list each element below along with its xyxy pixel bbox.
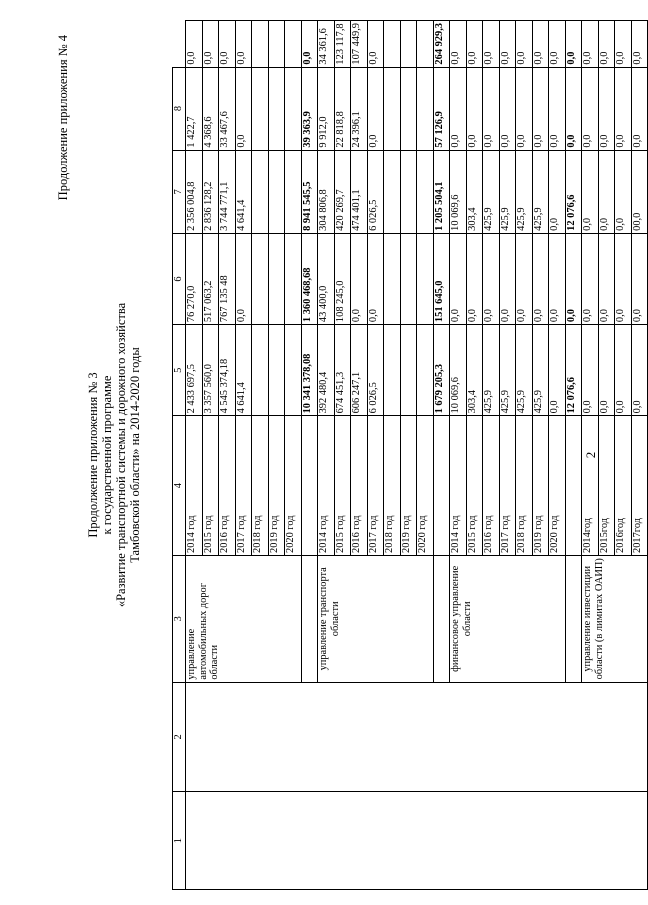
value-cell — [417, 325, 434, 416]
total-label-cell — [301, 416, 318, 556]
value-cell: 0,0 — [582, 21, 599, 68]
value-cell — [400, 233, 417, 324]
value-cell: 34 361,6 — [318, 21, 335, 68]
value-cell: 10 069,6 — [450, 150, 467, 233]
col-2-cell — [186, 682, 648, 792]
value-cell — [384, 325, 401, 416]
value-cell — [400, 21, 417, 68]
value-cell: 0,0 — [615, 233, 632, 324]
department-blank — [433, 555, 450, 682]
year-cell: 2020 год — [417, 416, 434, 556]
year-cell: 2016год — [615, 416, 632, 556]
document-header — [50, 20, 172, 890]
year-cell: 2015 год — [202, 416, 219, 556]
total-value-cell: 0,0 — [565, 233, 582, 324]
value-cell: 0,0 — [631, 21, 648, 68]
year-cell: 2016 год — [219, 416, 236, 556]
value-cell — [268, 325, 285, 416]
value-cell — [417, 233, 434, 324]
year-cell: 2020 год — [285, 416, 302, 556]
value-cell: 0,0 — [549, 150, 566, 233]
value-cell: 0,0 — [598, 233, 615, 324]
year-cell: 2016 год — [483, 416, 500, 556]
value-cell: 22 818,8 — [334, 67, 351, 150]
value-cell: 33 467,6 — [219, 67, 236, 150]
value-cell — [417, 150, 434, 233]
total-value-cell: 1 360 468,68 — [301, 233, 318, 324]
total-value-cell: 57 126,9 — [433, 67, 450, 150]
value-cell: 0,0 — [367, 67, 384, 150]
appendix-continuation: Продолжение приложения № 4 — [56, 35, 70, 201]
page-number: 2 — [583, 451, 598, 459]
value-cell: 76 270,0 — [186, 233, 203, 324]
column-number-row — [173, 21, 186, 890]
total-value-cell: 10 341 378,08 — [301, 325, 318, 416]
total-label-cell — [565, 416, 582, 556]
year-cell: 2016 год — [351, 416, 368, 556]
value-cell: 0,0 — [582, 233, 599, 324]
value-cell — [252, 233, 269, 324]
value-cell: 0,0 — [615, 325, 632, 416]
value-cell — [268, 67, 285, 150]
value-cell: 0,0 — [615, 150, 632, 233]
table-row — [186, 21, 203, 890]
value-cell: 0,0 — [202, 21, 219, 68]
value-cell: 474 401,1 — [351, 150, 368, 233]
value-cell: 0,0 — [219, 21, 236, 68]
value-cell: 4 368,6 — [202, 67, 219, 150]
value-cell: 0,0 — [483, 233, 500, 324]
value-cell: 0,0 — [532, 67, 549, 150]
value-cell — [384, 67, 401, 150]
value-cell: 6 026,5 — [367, 325, 384, 416]
value-cell — [285, 233, 302, 324]
header-line-3: «Развитие транспортной системы и дорожного хозяйства — [114, 302, 128, 608]
department-name: управление автомобильных дорог области — [186, 555, 302, 682]
total-value-cell: 12 076,6 — [565, 325, 582, 416]
value-cell: 24 396,1 — [351, 67, 368, 150]
column-number: 8 — [173, 67, 186, 150]
value-cell — [400, 67, 417, 150]
value-cell: 606 247,1 — [351, 325, 368, 416]
value-cell: 43 400,0 — [318, 233, 335, 324]
year-cell: 2018 год — [384, 416, 401, 556]
total-value-cell: 1 205 504,1 — [433, 150, 450, 233]
value-cell — [285, 21, 302, 68]
total-value-cell: 8 941 545,5 — [301, 150, 318, 233]
value-cell — [384, 21, 401, 68]
value-cell: 0,0 — [516, 21, 533, 68]
value-cell: 674 451,3 — [334, 325, 351, 416]
value-cell: 0,0 — [631, 325, 648, 416]
value-cell: 10 069,6 — [450, 325, 467, 416]
year-cell: 2015год — [598, 416, 615, 556]
value-cell — [384, 233, 401, 324]
total-value-cell: 0,0 — [565, 67, 582, 150]
column-number: 2 — [173, 682, 186, 792]
value-cell: 3 357 560,0 — [202, 325, 219, 416]
value-cell — [285, 325, 302, 416]
value-cell: 425,9 — [483, 325, 500, 416]
value-cell: 0,0 — [235, 21, 252, 68]
year-cell: 2018 год — [252, 416, 269, 556]
total-value-cell: 0,0 — [301, 21, 318, 68]
year-cell: 2018 год — [516, 416, 533, 556]
value-cell: 107 449,9 — [351, 21, 368, 68]
value-cell: 425,9 — [516, 150, 533, 233]
value-cell: 00,0 — [631, 150, 648, 233]
value-cell: 0,0 — [516, 233, 533, 324]
value-cell: 0,0 — [549, 67, 566, 150]
value-cell: 0,0 — [582, 150, 599, 233]
value-cell — [268, 21, 285, 68]
value-cell: 0,0 — [598, 325, 615, 416]
value-cell: 0,0 — [615, 21, 632, 68]
department-name: финансовое управление области — [450, 555, 566, 682]
value-cell — [384, 150, 401, 233]
value-cell: 425,9 — [516, 325, 533, 416]
department-name: управление инвестиции области (в лимитах ОАИП) — [582, 555, 648, 682]
year-cell: 2017 год — [235, 416, 252, 556]
rotated-page — [50, 20, 643, 890]
column-number: 6 — [173, 233, 186, 324]
value-cell: 0,0 — [582, 67, 599, 150]
value-cell: 425,9 — [532, 325, 549, 416]
value-cell: 0,0 — [598, 150, 615, 233]
value-cell: 4 641,4 — [235, 150, 252, 233]
value-cell: 0,0 — [516, 67, 533, 150]
value-cell — [252, 21, 269, 68]
year-cell: 2017год — [631, 416, 648, 556]
column-number: 5 — [173, 325, 186, 416]
year-cell: 2014 год — [318, 416, 335, 556]
value-cell: 0,0 — [351, 233, 368, 324]
value-cell: 392 480,4 — [318, 325, 335, 416]
year-cell: 2014 год — [450, 416, 467, 556]
value-cell: 0,0 — [499, 67, 516, 150]
value-cell: 0,0 — [532, 233, 549, 324]
value-cell: 0,0 — [186, 21, 203, 68]
value-cell: 0,0 — [598, 67, 615, 150]
total-value-cell: 0,0 — [565, 21, 582, 68]
year-cell: 2020 год — [549, 416, 566, 556]
total-value-cell: 151 645,0 — [433, 233, 450, 324]
value-cell — [400, 325, 417, 416]
value-cell: 0,0 — [631, 67, 648, 150]
year-cell: 2015 год — [334, 416, 351, 556]
value-cell: 0,0 — [549, 233, 566, 324]
value-cell: 0,0 — [615, 67, 632, 150]
year-cell: 2019 год — [400, 416, 417, 556]
value-cell — [417, 67, 434, 150]
value-cell: 2 433 697,5 — [186, 325, 203, 416]
value-cell: 0,0 — [367, 21, 384, 68]
value-cell: 0,0 — [450, 233, 467, 324]
value-cell: 425,9 — [532, 150, 549, 233]
total-label-cell — [433, 416, 450, 556]
value-cell: 425,9 — [483, 150, 500, 233]
value-cell: 517 063,2 — [202, 233, 219, 324]
column-number: 7 — [173, 150, 186, 233]
header-line-4: Тамбовской области» на 2014-2020 годы — [128, 347, 142, 563]
value-cell: 3 744 771,1 — [219, 150, 236, 233]
value-cell: 1 422,7 — [186, 67, 203, 150]
value-cell — [285, 150, 302, 233]
value-cell: 0,0 — [466, 233, 483, 324]
value-cell: 0,0 — [549, 325, 566, 416]
value-cell: 420 269,7 — [334, 150, 351, 233]
column-number: 1 — [173, 792, 186, 890]
value-cell: 303,4 — [466, 325, 483, 416]
value-cell — [268, 233, 285, 324]
value-cell: 4 545 374,18 — [219, 325, 236, 416]
year-cell: 2017 год — [367, 416, 384, 556]
value-cell — [285, 67, 302, 150]
value-cell: 0,0 — [483, 21, 500, 68]
header-line-2: к государственной программе — [100, 375, 114, 535]
value-cell: 0,0 — [235, 233, 252, 324]
value-cell: 425,9 — [499, 325, 516, 416]
year-cell: 2019 год — [532, 416, 549, 556]
total-value-cell: 264 929,3 — [433, 21, 450, 68]
value-cell: 0,0 — [466, 21, 483, 68]
value-cell: 0,0 — [499, 21, 516, 68]
value-cell: 108 245,0 — [334, 233, 351, 324]
value-cell: 0,0 — [235, 67, 252, 150]
value-cell: 0,0 — [483, 67, 500, 150]
value-cell: 0,0 — [367, 233, 384, 324]
department-blank — [565, 555, 582, 682]
value-cell: 0,0 — [450, 67, 467, 150]
value-cell — [252, 150, 269, 233]
value-cell — [417, 21, 434, 68]
value-cell: 2 836 128,2 — [202, 150, 219, 233]
col-1-cell — [186, 792, 648, 890]
value-cell — [400, 150, 417, 233]
column-number: 3 — [173, 555, 186, 682]
year-cell: 2015 год — [466, 416, 483, 556]
value-cell: 2 356 004,8 — [186, 150, 203, 233]
value-cell: 9 912,0 — [318, 67, 335, 150]
value-cell — [268, 150, 285, 233]
value-cell: 0,0 — [631, 233, 648, 324]
value-cell: 0,0 — [499, 233, 516, 324]
year-cell: 2014 год — [186, 416, 203, 556]
value-cell — [252, 67, 269, 150]
year-cell: 2017 год — [499, 416, 516, 556]
value-cell: 0,0 — [532, 21, 549, 68]
total-value-cell: 39 363,9 — [301, 67, 318, 150]
value-cell: 303,4 — [466, 150, 483, 233]
value-cell: 0,0 — [582, 325, 599, 416]
department-name: управление транспорта области — [318, 555, 434, 682]
year-cell: 2019 год — [268, 416, 285, 556]
value-cell: 123 117,8 — [334, 21, 351, 68]
value-cell: 767 135 48 — [219, 233, 236, 324]
column-number: 4 — [173, 416, 186, 556]
department-blank — [301, 555, 318, 682]
budget-table — [172, 20, 648, 890]
value-cell: 425,9 — [499, 150, 516, 233]
total-value-cell: 12 076,6 — [565, 150, 582, 233]
value-cell: 4 641,4 — [235, 325, 252, 416]
year-cell: 2014год — [582, 416, 599, 556]
total-value-cell: 1 679 205,3 — [433, 325, 450, 416]
value-cell: 6 026,5 — [367, 150, 384, 233]
value-cell: 304 806,8 — [318, 150, 335, 233]
value-cell — [252, 325, 269, 416]
value-cell: 0,0 — [466, 67, 483, 150]
value-cell: 0,0 — [450, 21, 467, 68]
value-cell: 0,0 — [549, 21, 566, 68]
value-cell: 0,0 — [598, 21, 615, 68]
header-line-1: Продолжение приложения № 3 — [86, 372, 100, 538]
